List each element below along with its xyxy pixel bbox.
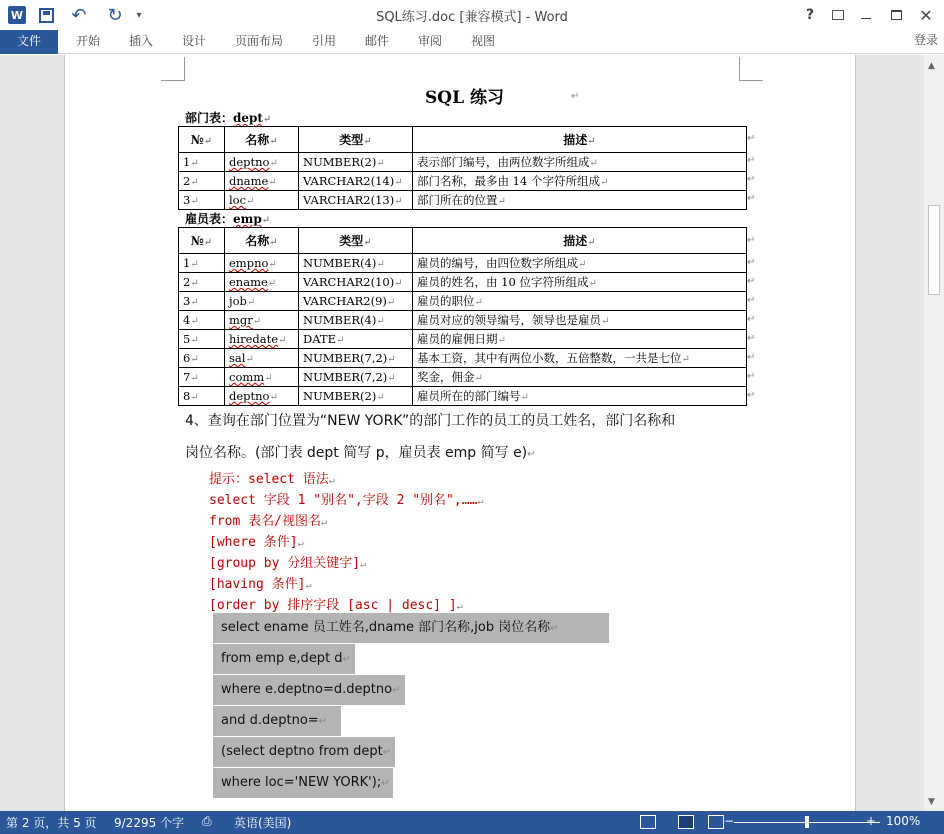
row-end-mark: ↵ bbox=[747, 333, 756, 344]
window-title: SQL练习.doc [兼容模式] - Word bbox=[376, 10, 568, 25]
emp-table-label: 雇员表：emp↵ bbox=[185, 212, 271, 226]
table-row bbox=[179, 387, 747, 406]
column-header-no: №↵ bbox=[179, 228, 225, 254]
cell-type: NUMBER(4)↵ bbox=[299, 254, 413, 273]
table-row bbox=[179, 311, 747, 330]
zoom-in-button[interactable]: + bbox=[866, 814, 877, 828]
cell-desc: 部门名称，最多由 14 个字符所组成↵ bbox=[413, 172, 747, 191]
page-count-status[interactable]: 第 2 页，共 5 页 bbox=[6, 816, 97, 830]
table-row bbox=[179, 349, 747, 368]
scroll-up-icon[interactable]: ▲ bbox=[928, 61, 935, 71]
cell-no: 3↵ bbox=[179, 292, 225, 311]
question-line-1: 4、查询在部门位置为“NEW YORK”的部门工作的员工的员工姓名，部门名称和 bbox=[185, 413, 676, 429]
hint-line: [group by 分组关键字]↵ bbox=[209, 556, 367, 571]
cell-name: dname↵ bbox=[225, 172, 299, 191]
cell-type: NUMBER(2)↵ bbox=[299, 153, 413, 172]
sql-line: and d.deptno=↵ bbox=[213, 706, 341, 736]
document-page[interactable] bbox=[64, 55, 856, 811]
redo-icon[interactable]: ↻ bbox=[107, 4, 123, 26]
cell-name: deptno↵ bbox=[225, 153, 299, 172]
cell-no: 2↵ bbox=[179, 172, 225, 191]
table-header-row bbox=[179, 127, 747, 153]
zoom-out-button[interactable]: − bbox=[724, 814, 735, 828]
cell-name: job↵ bbox=[225, 292, 299, 311]
table-row bbox=[179, 153, 747, 172]
word-app-icon[interactable]: W bbox=[6, 4, 28, 26]
read-mode-icon[interactable] bbox=[640, 815, 656, 829]
column-header-desc: 描述↵ bbox=[413, 228, 747, 254]
status-bar bbox=[0, 811, 944, 834]
emp-table bbox=[178, 227, 747, 406]
cell-name: deptno↵ bbox=[225, 387, 299, 406]
row-end-mark: ↵ bbox=[747, 257, 756, 268]
row-end-mark: ↵ bbox=[747, 314, 756, 325]
scroll-thumb[interactable] bbox=[928, 205, 940, 295]
cell-no: 7↵ bbox=[179, 368, 225, 387]
row-end-mark: ↵ bbox=[747, 155, 756, 166]
hint-line: 提示：select 语法↵ bbox=[209, 472, 335, 487]
cell-desc: 奖金，佣金↵ bbox=[413, 368, 747, 387]
column-header-name: 名称↵ bbox=[225, 127, 299, 153]
table-row bbox=[179, 330, 747, 349]
dept-table-label: 部门表：dept↵ bbox=[185, 111, 272, 125]
row-end-mark: ↵ bbox=[747, 371, 756, 382]
cell-name: hiredate↵ bbox=[225, 330, 299, 349]
cell-type: NUMBER(4)↵ bbox=[299, 311, 413, 330]
cell-desc: 雇员的姓名，由 10 位字符所组成↵ bbox=[413, 273, 747, 292]
column-header-type: 类型↵ bbox=[299, 228, 413, 254]
sql-line: select ename 员工姓名,dname 部门名称,job 岗位名称↵ bbox=[213, 613, 609, 643]
table-row bbox=[179, 191, 747, 210]
cell-type: NUMBER(2)↵ bbox=[299, 387, 413, 406]
row-end-mark: ↵ bbox=[747, 390, 756, 401]
cell-type: NUMBER(7,2)↵ bbox=[299, 368, 413, 387]
cell-desc: 部门所在的位置↵ bbox=[413, 191, 747, 210]
cell-no: 1↵ bbox=[179, 254, 225, 273]
row-end-mark: ↵ bbox=[747, 276, 756, 287]
cell-desc: 雇员所在的部门编号↵ bbox=[413, 387, 747, 406]
cell-no: 3↵ bbox=[179, 191, 225, 210]
cell-type: NUMBER(7,2)↵ bbox=[299, 349, 413, 368]
quick-access-more-icon[interactable]: ▾ bbox=[136, 9, 142, 21]
cell-desc: 雇员的职位↵ bbox=[413, 292, 747, 311]
hint-line: [order by 排序字段 [asc | desc] ]↵ bbox=[209, 598, 463, 613]
row-end-mark: ↵ bbox=[747, 352, 756, 363]
table-row bbox=[179, 292, 747, 311]
zoom-level[interactable]: 100% bbox=[886, 814, 921, 828]
title-bar bbox=[0, 0, 944, 30]
cell-desc: 雇员对应的领导编号，领导也是雇员↵ bbox=[413, 311, 747, 330]
column-header-desc: 描述↵ bbox=[413, 127, 747, 153]
table-row bbox=[179, 254, 747, 273]
table-row bbox=[179, 172, 747, 191]
cell-no: 2↵ bbox=[179, 273, 225, 292]
sql-line: from emp e,dept d↵ bbox=[213, 644, 355, 674]
table-header-row bbox=[179, 228, 747, 254]
cell-name: comm↵ bbox=[225, 368, 299, 387]
cell-name: sal↵ bbox=[225, 349, 299, 368]
table-row bbox=[179, 273, 747, 292]
cell-name: ename↵ bbox=[225, 273, 299, 292]
word-count-status[interactable]: 9/2295 个字 bbox=[114, 816, 185, 830]
ribbon-tabs bbox=[0, 30, 944, 54]
document-heading: SQL 练习 bbox=[425, 88, 504, 108]
column-header-type: 类型↵ bbox=[299, 127, 413, 153]
vertical-scrollbar[interactable] bbox=[924, 55, 944, 811]
close-button[interactable]: ✕ bbox=[919, 5, 933, 25]
sql-line: where e.deptno=d.deptno↵ bbox=[213, 675, 405, 705]
save-icon[interactable] bbox=[36, 4, 56, 26]
cell-desc: 雇员的编号，由四位数字所组成↵ bbox=[413, 254, 747, 273]
row-end-mark: ↵ bbox=[747, 295, 756, 306]
cell-no: 6↵ bbox=[179, 349, 225, 368]
tab-layout[interactable]: 页面布局 bbox=[234, 34, 283, 48]
print-layout-icon[interactable] bbox=[678, 815, 694, 829]
hint-line: [having 条件]↵ bbox=[209, 577, 312, 592]
cell-desc: 表示部门编号，由两位数字所组成↵ bbox=[413, 153, 747, 172]
tab-file[interactable]: 文件 bbox=[0, 30, 58, 54]
language-status[interactable]: 英语(美国) bbox=[234, 816, 292, 830]
cell-type: VARCHAR2(9)↵ bbox=[299, 292, 413, 311]
row-end-mark: ↵ bbox=[747, 174, 756, 185]
margin-corner-left bbox=[161, 57, 185, 81]
login-link[interactable]: 登录 bbox=[914, 33, 939, 47]
undo-icon[interactable]: ↶ bbox=[71, 4, 87, 26]
sql-line: (select deptno from dept↵ bbox=[213, 737, 395, 767]
sql-line: where loc='NEW YORK');↵ bbox=[213, 768, 393, 798]
tab-home[interactable]: 开始 bbox=[75, 34, 100, 48]
hint-line: [where 条件]↵ bbox=[209, 535, 304, 550]
tab-mailings[interactable]: 邮件 bbox=[364, 34, 389, 48]
ribbon-display-options-icon[interactable] bbox=[824, 3, 852, 27]
zoom-slider-thumb[interactable] bbox=[805, 816, 809, 828]
margin-corner-right bbox=[739, 57, 763, 81]
cell-no: 5↵ bbox=[179, 330, 225, 349]
cell-desc: 雇员的雇佣日期↵ bbox=[413, 330, 747, 349]
hint-line: select 字段 1 "别名",字段 2 "别名",……↵ bbox=[209, 493, 484, 508]
document-area[interactable] bbox=[0, 55, 924, 811]
cell-no: 4↵ bbox=[179, 311, 225, 330]
minimize-button[interactable] bbox=[852, 3, 880, 27]
row-end-mark: ↵ bbox=[747, 133, 756, 144]
tab-review[interactable]: 审阅 bbox=[417, 34, 442, 48]
cell-type: VARCHAR2(13)↵ bbox=[299, 191, 413, 210]
proofing-icon[interactable]: ⎙ bbox=[202, 814, 212, 828]
tab-view[interactable]: 视图 bbox=[470, 34, 495, 48]
table-row bbox=[179, 368, 747, 387]
cell-no: 1↵ bbox=[179, 153, 225, 172]
question-line-2: 岗位名称。(部门表 dept 简写 p，雇员表 emp 简写 e)↵ bbox=[185, 445, 536, 461]
scroll-down-icon[interactable]: ▼ bbox=[928, 797, 935, 807]
column-header-name: 名称↵ bbox=[225, 228, 299, 254]
maximize-button[interactable] bbox=[882, 3, 910, 27]
tab-design[interactable]: 设计 bbox=[181, 34, 206, 48]
cell-desc: 基本工资，其中有两位小数，五倍整数，一共是七位↵ bbox=[413, 349, 747, 368]
cell-name: mgr↵ bbox=[225, 311, 299, 330]
cell-name: loc↵ bbox=[225, 191, 299, 210]
help-button[interactable]: ? bbox=[805, 7, 815, 23]
row-end-mark: ↵ bbox=[747, 235, 756, 246]
row-end-mark: ↵ bbox=[747, 193, 756, 204]
cell-type: VARCHAR2(14)↵ bbox=[299, 172, 413, 191]
tab-references[interactable]: 引用 bbox=[311, 34, 336, 48]
dept-table bbox=[178, 126, 747, 210]
column-header-no: №↵ bbox=[179, 127, 225, 153]
hint-line: from 表名/视图名↵ bbox=[209, 514, 327, 529]
cell-type: DATE↵ bbox=[299, 330, 413, 349]
tab-insert[interactable]: 插入 bbox=[128, 34, 153, 48]
web-layout-icon[interactable] bbox=[708, 815, 724, 829]
cell-no: 8↵ bbox=[179, 387, 225, 406]
cell-type: VARCHAR2(10)↵ bbox=[299, 273, 413, 292]
cell-name: empno↵ bbox=[225, 254, 299, 273]
paragraph-mark: ↵ bbox=[571, 91, 580, 102]
